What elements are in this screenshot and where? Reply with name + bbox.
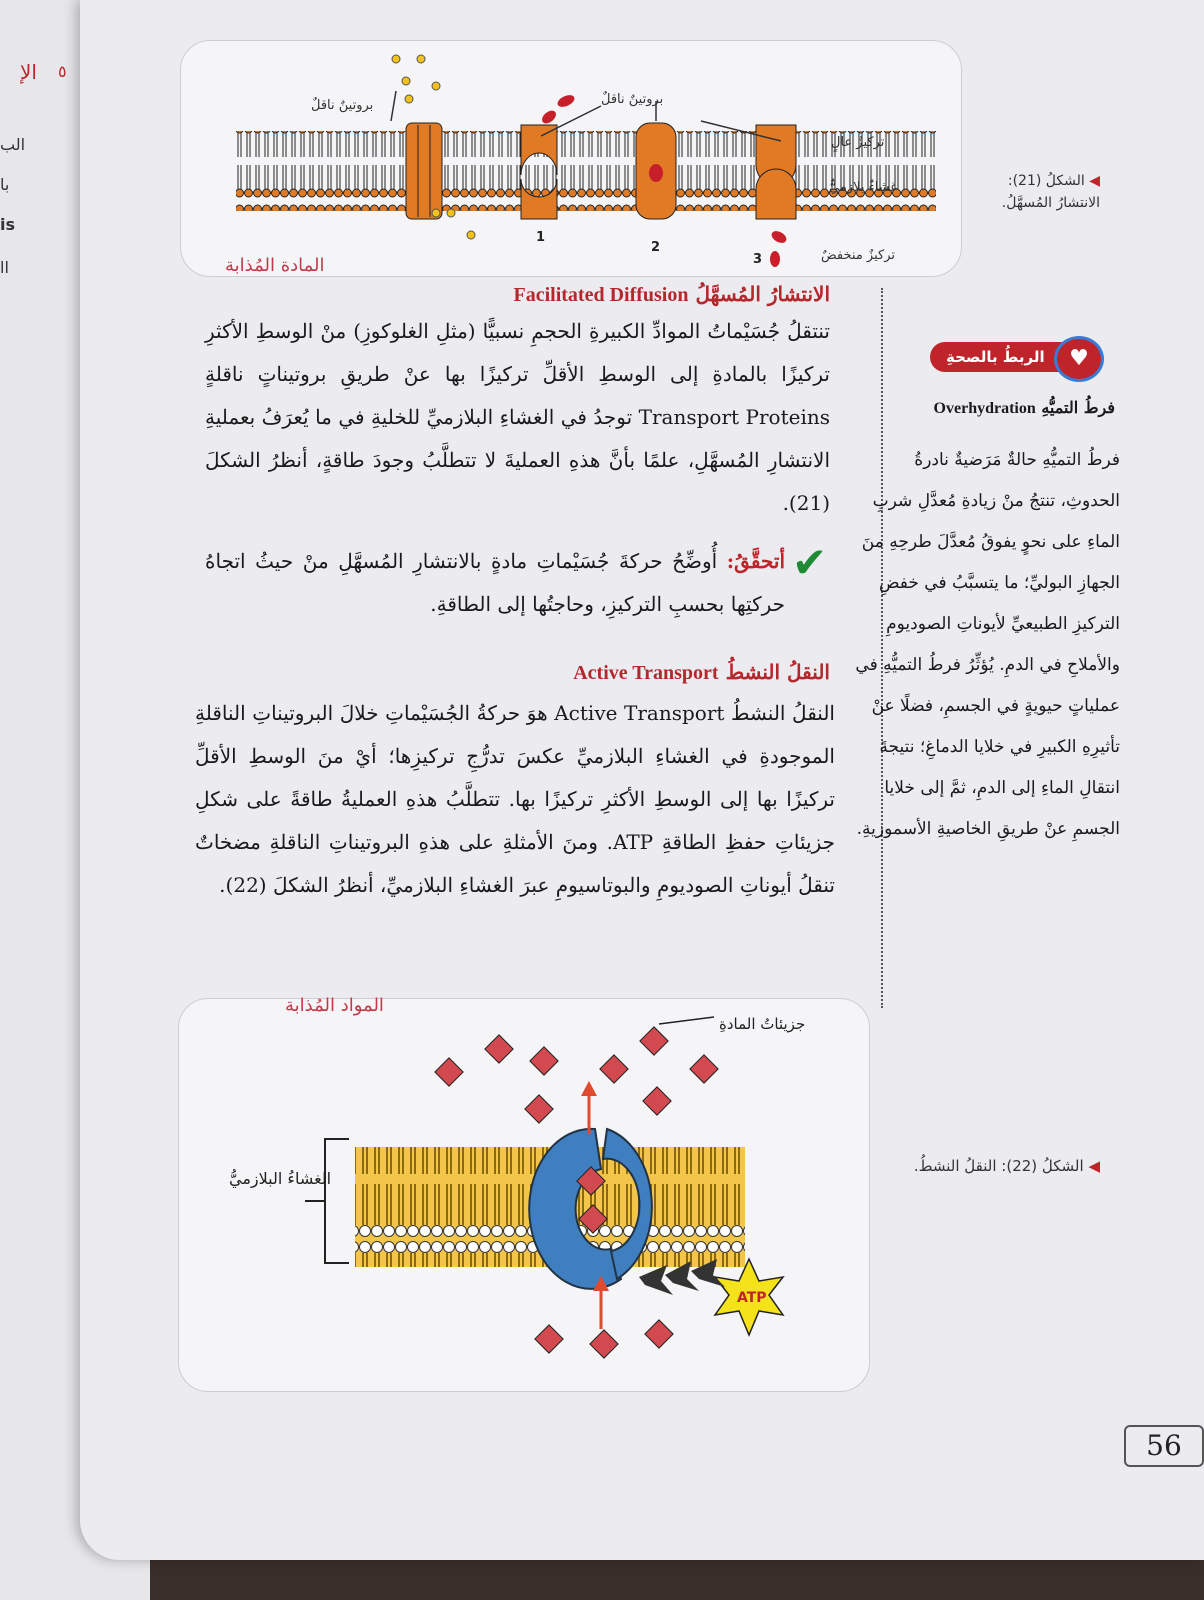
facilitated-diffusion-paragraph: تنتقلُ جُسَيْماتُ الموادِّ الكبيرةِ الحجمِ نسبيًّا (مثلِ الغلوكوزِ) منْ الوسطِ الأكثرِ تركيزًا بالمادةِ إلى الوسطِ الأقلِّ تركيزًا بها عنْ طريقِ بروتيناتٍ ناقلةٍ Transport Proteins توجدُ في الغشاءِ البلازميِّ للخليةِ في ما يُعرَفُ بعمليةِ الانتشارِ المُسهَّلِ، علمًا بأنَّ هذهِ العمليةَ لا تتطلَّبُ وجودَ طاقةٍ، أنظرُ الشكلَ (21). — [205, 319, 831, 515]
carrier-number: 2 — [651, 240, 661, 255]
carrier-protein-label: بروتينٌ ناقلٌ — [601, 92, 664, 107]
health-paragraph: فرطُ التميُّهِ حالةٌ مَرَضيةٌ نادرةُ الحدوثِ، تنتجُ منْ زيادةِ مُعدَّلِ شربِ الماءِ على نحوٍ يفوقُ مُعدَّلَ طرحِهِ منَ الجهازِ البوليِّ؛ ما يتسبَّبُ في خفضِ التركيزِ الطبيعيِّ لأيوناتِ الصوديومِ والأملاحِ في الدمِ. يُؤثِّرُ فرطُ التميُّهِ في عملياتٍ حيويةٍ في الجسمِ، فضلًا عنْ تأثيرِهِ الكبيرِ في خلايا الدماغِ؛ نتيجةَ انتقالِ الماءِ إلى الدمِ، ثمَّ إلى خلايا الجسمِ عنْ طريقِ الخاصيةِ الأسموزيةِ. — [855, 450, 1120, 839]
active-transport-heading: النقلُ النشطُ Active Transport — [573, 660, 830, 684]
carrier-number: 1 — [536, 230, 546, 245]
left-fragment: الإ — [20, 60, 37, 84]
health-link-badge: الربطُ بالصحةِ — [930, 342, 1091, 372]
check-question: أتحقَّقُ: أُوضِّحُ حركةَ جُسَيْماتِ مادةٍ بالانتشارِ المُسهَّلِ منْ حيثُ اتجاهُ حركتِها بحسبِ التركيزِ، وحاجتُها إلى الطاقةِ. — [205, 549, 785, 616]
caption-arrow-icon: ◀ — [1088, 1157, 1100, 1175]
high-concentration-label: تركيزٌ عالٍ — [831, 135, 885, 150]
figure-21 — [180, 40, 962, 277]
figure-21-caption: ◀ الشكلُ (21): الانتشارُ المُسهَّلُ. — [1001, 173, 1100, 211]
carrier-protein — [406, 123, 442, 219]
facilitated-diffusion-heading: الانتشارُ المُسهَّلُ Facilitated Diffusion — [513, 282, 830, 306]
handwritten-note: المواد المُذابة — [285, 995, 384, 1016]
facilitated-diffusion-diagram — [181, 41, 961, 276]
carrier-number: 3 — [753, 252, 763, 267]
membrane-label: الغشاءُ البلازميُّ — [229, 1169, 332, 1188]
left-fragment: الب — [0, 135, 26, 154]
molecules-label: جزيئاتُ المادةِ — [719, 1015, 806, 1033]
health-title: فرطُ التميُّهِ Overhydration — [933, 398, 1115, 417]
active-transport-diagram — [179, 999, 869, 1391]
molecule — [485, 1035, 513, 1063]
caption-arrow-icon: ◀ — [1089, 173, 1100, 189]
left-fragment: ٥ — [58, 62, 67, 81]
left-fragment: با — [0, 175, 10, 194]
page-number: 56 — [1124, 1425, 1204, 1467]
low-concentration-label: تركيزٌ منخفضٌ — [821, 248, 895, 263]
atp-label: ATP — [737, 1290, 767, 1306]
heart-icon: ♥ — [1054, 336, 1104, 382]
checkmark-icon: ✔ — [792, 538, 828, 587]
left-fragment: is — [0, 215, 16, 234]
figure-22-caption: ◀ الشكلُ (22): النقلُ النشطُ. — [913, 1157, 1100, 1175]
handwritten-note: المادة المُذابة — [225, 255, 325, 276]
carrier-protein-label: بروتينٌ ناقلٌ — [311, 98, 374, 113]
left-fragment: اا — [0, 258, 9, 277]
membrane-label: غشاءٌ بلازميٌّ — [829, 180, 898, 195]
figure-22 — [178, 998, 870, 1392]
active-transport-paragraph: النقلُ النشطُ Active Transport هوَ حركةُ الجُسَيْماتِ خلالَ البروتيناتِ الناقلةِ الموجودةِ في الغشاءِ البلازميِّ عكسَ تدرُّجِ تركيزِها؛ أيْ منَ الوسطِ الأقلِّ تركيزًا بها إلى الوسطِ الأكثرِ تركيزًا بها. تتطلَّبُ هذهِ العمليةُ طاقةً على شكلِ جزيئاتِ حفظِ الطاقةِ ATP. ومنَ الأمثلةِ على هذهِ البروتيناتِ الناقلةِ مضخاتٌ تنقلُ أيوناتِ الصوديومِ والبوتاسيومِ عبرَ الغشاءِ البلازميِّ، أنظرُ الشكلَ (22). — [195, 701, 835, 897]
